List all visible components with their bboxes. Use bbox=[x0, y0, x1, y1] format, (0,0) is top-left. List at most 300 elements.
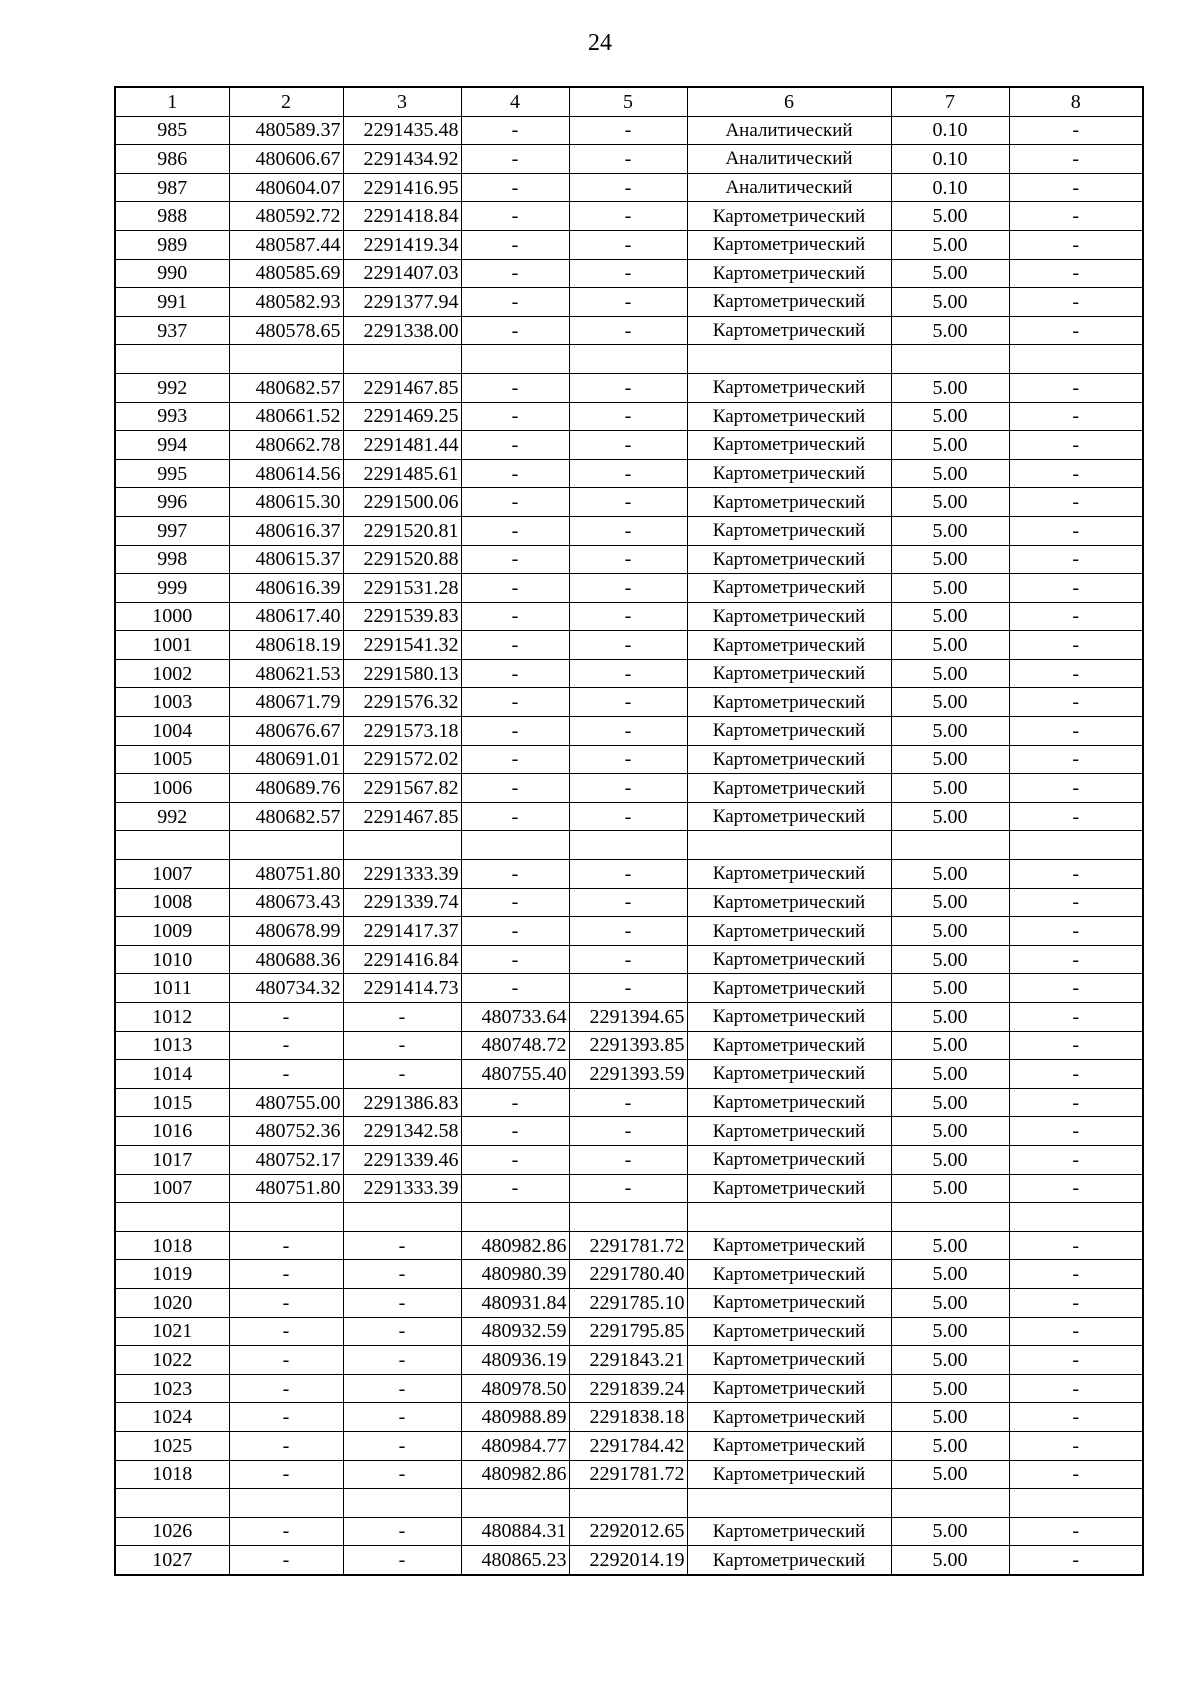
x-coordinate-cell: - bbox=[229, 1060, 343, 1089]
description-cell: - bbox=[1009, 974, 1143, 1003]
y-coordinate-cell: 2291339.74 bbox=[343, 888, 461, 917]
new-y-coordinate-cell: - bbox=[569, 774, 687, 803]
description-cell bbox=[1009, 1203, 1143, 1232]
point-number-cell bbox=[115, 831, 229, 860]
new-x-coordinate-cell: 480865.23 bbox=[461, 1546, 569, 1575]
new-y-coordinate-cell: - bbox=[569, 373, 687, 402]
new-y-coordinate-cell: - bbox=[569, 202, 687, 231]
new-y-coordinate-cell: - bbox=[569, 1088, 687, 1117]
method-cell: Картометрический bbox=[687, 860, 891, 889]
table-row bbox=[115, 488, 1143, 517]
accuracy-cell: 5.00 bbox=[891, 1060, 1009, 1089]
table-row bbox=[115, 316, 1143, 345]
method-cell: Картометрический bbox=[687, 1346, 891, 1375]
accuracy-cell: 5.00 bbox=[891, 1460, 1009, 1489]
x-coordinate-cell: - bbox=[229, 1546, 343, 1575]
new-y-coordinate-cell: 2291785.10 bbox=[569, 1288, 687, 1317]
method-cell: Картометрический bbox=[687, 1546, 891, 1575]
accuracy-cell: 5.00 bbox=[891, 1317, 1009, 1346]
method-cell: Картометрический bbox=[687, 717, 891, 746]
new-y-coordinate-cell: - bbox=[569, 602, 687, 631]
x-coordinate-cell: 480662.78 bbox=[229, 431, 343, 460]
y-coordinate-cell: 2291580.13 bbox=[343, 659, 461, 688]
method-cell: Картометрический bbox=[687, 1174, 891, 1203]
x-coordinate-cell: 480604.07 bbox=[229, 173, 343, 202]
accuracy-cell: 5.00 bbox=[891, 1346, 1009, 1375]
method-cell bbox=[687, 1489, 891, 1518]
new-y-coordinate-cell: 2291838.18 bbox=[569, 1403, 687, 1432]
method-cell: Картометрический bbox=[687, 688, 891, 717]
x-coordinate-cell: 480676.67 bbox=[229, 717, 343, 746]
point-number-cell: 994 bbox=[115, 431, 229, 460]
x-coordinate-cell: 480661.52 bbox=[229, 402, 343, 431]
description-cell: - bbox=[1009, 1174, 1143, 1203]
new-y-coordinate-cell: - bbox=[569, 516, 687, 545]
method-cell: Картометрический bbox=[687, 259, 891, 288]
x-coordinate-cell: 480755.00 bbox=[229, 1088, 343, 1117]
x-coordinate-cell: 480614.56 bbox=[229, 459, 343, 488]
header-cell: 3 bbox=[343, 87, 461, 116]
accuracy-cell: 5.00 bbox=[891, 1003, 1009, 1032]
x-coordinate-cell: 480587.44 bbox=[229, 230, 343, 259]
point-number-cell: 1018 bbox=[115, 1460, 229, 1489]
accuracy-cell: 5.00 bbox=[891, 917, 1009, 946]
description-cell: - bbox=[1009, 545, 1143, 574]
accuracy-cell: 5.00 bbox=[891, 774, 1009, 803]
description-cell: - bbox=[1009, 1546, 1143, 1575]
method-cell: Картометрический bbox=[687, 431, 891, 460]
description-cell: - bbox=[1009, 373, 1143, 402]
x-coordinate-cell: 480691.01 bbox=[229, 745, 343, 774]
accuracy-cell: 5.00 bbox=[891, 516, 1009, 545]
method-cell: Картометрический bbox=[687, 402, 891, 431]
new-y-coordinate-cell: - bbox=[569, 288, 687, 317]
table-row bbox=[115, 802, 1143, 831]
method-cell: Картометрический bbox=[687, 545, 891, 574]
description-cell: - bbox=[1009, 688, 1143, 717]
y-coordinate-cell: 2291416.95 bbox=[343, 173, 461, 202]
point-number-cell: 996 bbox=[115, 488, 229, 517]
accuracy-cell: 5.00 bbox=[891, 1288, 1009, 1317]
point-number-cell: 990 bbox=[115, 259, 229, 288]
x-coordinate-cell: 480682.57 bbox=[229, 802, 343, 831]
y-coordinate-cell: 2291520.88 bbox=[343, 545, 461, 574]
accuracy-cell: 5.00 bbox=[891, 1231, 1009, 1260]
accuracy-cell: 5.00 bbox=[891, 802, 1009, 831]
point-number-cell: 1011 bbox=[115, 974, 229, 1003]
method-cell: Картометрический bbox=[687, 202, 891, 231]
description-cell: - bbox=[1009, 516, 1143, 545]
description-cell: - bbox=[1009, 945, 1143, 974]
new-y-coordinate-cell: 2291781.72 bbox=[569, 1460, 687, 1489]
y-coordinate-cell: 2291576.32 bbox=[343, 688, 461, 717]
method-cell: Аналитический bbox=[687, 145, 891, 174]
description-cell: - bbox=[1009, 1431, 1143, 1460]
point-number-cell: 1013 bbox=[115, 1031, 229, 1060]
new-x-coordinate-cell: 480988.89 bbox=[461, 1403, 569, 1432]
accuracy-cell: 5.00 bbox=[891, 888, 1009, 917]
x-coordinate-cell: - bbox=[229, 1288, 343, 1317]
y-coordinate-cell bbox=[343, 1203, 461, 1232]
method-cell: Картометрический bbox=[687, 1403, 891, 1432]
y-coordinate-cell: 2291407.03 bbox=[343, 259, 461, 288]
description-cell: - bbox=[1009, 316, 1143, 345]
table-row bbox=[115, 1431, 1143, 1460]
point-number-cell: 997 bbox=[115, 516, 229, 545]
point-number-cell: 1019 bbox=[115, 1260, 229, 1289]
table-row bbox=[115, 145, 1143, 174]
y-coordinate-cell: - bbox=[343, 1546, 461, 1575]
point-number-cell: 1027 bbox=[115, 1546, 229, 1575]
description-cell: - bbox=[1009, 1460, 1143, 1489]
x-coordinate-cell: 480618.19 bbox=[229, 631, 343, 660]
new-x-coordinate-cell: - bbox=[461, 488, 569, 517]
point-number-cell: 1021 bbox=[115, 1317, 229, 1346]
new-y-coordinate-cell: 2291780.40 bbox=[569, 1260, 687, 1289]
accuracy-cell: 0.10 bbox=[891, 173, 1009, 202]
point-number-cell: 1020 bbox=[115, 1288, 229, 1317]
y-coordinate-cell: 2291469.25 bbox=[343, 402, 461, 431]
table-row bbox=[115, 774, 1143, 803]
x-coordinate-cell: 480615.30 bbox=[229, 488, 343, 517]
new-x-coordinate-cell: - bbox=[461, 945, 569, 974]
x-coordinate-cell: 480582.93 bbox=[229, 288, 343, 317]
table-row bbox=[115, 1031, 1143, 1060]
point-number-cell: 992 bbox=[115, 373, 229, 402]
y-coordinate-cell: 2291386.83 bbox=[343, 1088, 461, 1117]
table-row bbox=[115, 516, 1143, 545]
accuracy-cell bbox=[891, 1203, 1009, 1232]
description-cell: - bbox=[1009, 173, 1143, 202]
accuracy-cell: 5.00 bbox=[891, 717, 1009, 746]
new-x-coordinate-cell: - bbox=[461, 860, 569, 889]
point-number-cell: 1012 bbox=[115, 1003, 229, 1032]
accuracy-cell: 5.00 bbox=[891, 288, 1009, 317]
method-cell bbox=[687, 345, 891, 374]
table-row bbox=[115, 431, 1143, 460]
y-coordinate-cell: - bbox=[343, 1517, 461, 1546]
description-cell: - bbox=[1009, 1346, 1143, 1375]
new-y-coordinate-cell: 2291784.42 bbox=[569, 1431, 687, 1460]
y-coordinate-cell: - bbox=[343, 1031, 461, 1060]
point-number-cell: 1007 bbox=[115, 1174, 229, 1203]
method-cell: Картометрический bbox=[687, 774, 891, 803]
new-x-coordinate-cell: - bbox=[461, 631, 569, 660]
y-coordinate-cell: 2291419.34 bbox=[343, 230, 461, 259]
y-coordinate-cell: - bbox=[343, 1460, 461, 1489]
new-y-coordinate-cell: 2291394.65 bbox=[569, 1003, 687, 1032]
method-cell: Картометрический bbox=[687, 1003, 891, 1032]
new-y-coordinate-cell: 2291781.72 bbox=[569, 1231, 687, 1260]
accuracy-cell: 5.00 bbox=[891, 602, 1009, 631]
point-number-cell: 985 bbox=[115, 116, 229, 145]
x-coordinate-cell: - bbox=[229, 1003, 343, 1032]
y-coordinate-cell: 2291377.94 bbox=[343, 288, 461, 317]
y-coordinate-cell: 2291342.58 bbox=[343, 1117, 461, 1146]
x-coordinate-cell: 480616.37 bbox=[229, 516, 343, 545]
new-y-coordinate-cell bbox=[569, 1203, 687, 1232]
method-cell: Картометрический bbox=[687, 1317, 891, 1346]
method-cell: Картометрический bbox=[687, 373, 891, 402]
y-coordinate-cell bbox=[343, 831, 461, 860]
table-row bbox=[115, 230, 1143, 259]
description-cell: - bbox=[1009, 116, 1143, 145]
new-y-coordinate-cell: 2291795.85 bbox=[569, 1317, 687, 1346]
x-coordinate-cell: - bbox=[229, 1317, 343, 1346]
x-coordinate-cell: - bbox=[229, 1346, 343, 1375]
point-number-cell: 995 bbox=[115, 459, 229, 488]
header-cell: 8 bbox=[1009, 87, 1143, 116]
x-coordinate-cell: 480617.40 bbox=[229, 602, 343, 631]
y-coordinate-cell: - bbox=[343, 1431, 461, 1460]
new-x-coordinate-cell: 480748.72 bbox=[461, 1031, 569, 1060]
point-number-cell: 991 bbox=[115, 288, 229, 317]
x-coordinate-cell bbox=[229, 831, 343, 860]
new-x-coordinate-cell: - bbox=[461, 545, 569, 574]
new-y-coordinate-cell: - bbox=[569, 488, 687, 517]
new-x-coordinate-cell: - bbox=[461, 431, 569, 460]
accuracy-cell: 5.00 bbox=[891, 431, 1009, 460]
x-coordinate-cell: 480616.39 bbox=[229, 574, 343, 603]
method-cell: Картометрический bbox=[687, 745, 891, 774]
description-cell: - bbox=[1009, 288, 1143, 317]
table-row bbox=[115, 1317, 1143, 1346]
table-row bbox=[115, 602, 1143, 631]
accuracy-cell: 5.00 bbox=[891, 402, 1009, 431]
point-number-cell: 987 bbox=[115, 173, 229, 202]
new-x-coordinate-cell: - bbox=[461, 145, 569, 174]
method-cell: Картометрический bbox=[687, 1460, 891, 1489]
x-coordinate-cell: 480752.36 bbox=[229, 1117, 343, 1146]
method-cell: Картометрический bbox=[687, 974, 891, 1003]
accuracy-cell: 5.00 bbox=[891, 1117, 1009, 1146]
accuracy-cell: 5.00 bbox=[891, 745, 1009, 774]
method-cell: Картометрический bbox=[687, 459, 891, 488]
y-coordinate-cell: - bbox=[343, 1403, 461, 1432]
x-coordinate-cell: 480734.32 bbox=[229, 974, 343, 1003]
table-row bbox=[115, 1288, 1143, 1317]
description-cell: - bbox=[1009, 631, 1143, 660]
y-coordinate-cell: - bbox=[343, 1374, 461, 1403]
method-cell: Аналитический bbox=[687, 173, 891, 202]
y-coordinate-cell: - bbox=[343, 1346, 461, 1375]
new-x-coordinate-cell: - bbox=[461, 459, 569, 488]
table-row bbox=[115, 945, 1143, 974]
x-coordinate-cell: - bbox=[229, 1231, 343, 1260]
new-x-coordinate-cell: - bbox=[461, 1145, 569, 1174]
table-row bbox=[115, 1460, 1143, 1489]
table-row bbox=[115, 1203, 1143, 1232]
method-cell: Картометрический bbox=[687, 1117, 891, 1146]
description-cell: - bbox=[1009, 917, 1143, 946]
new-x-coordinate-cell: - bbox=[461, 602, 569, 631]
y-coordinate-cell: 2291338.00 bbox=[343, 316, 461, 345]
new-y-coordinate-cell: - bbox=[569, 545, 687, 574]
method-cell: Картометрический bbox=[687, 488, 891, 517]
accuracy-cell bbox=[891, 831, 1009, 860]
accuracy-cell: 5.00 bbox=[891, 545, 1009, 574]
y-coordinate-cell: 2291531.28 bbox=[343, 574, 461, 603]
table-row bbox=[115, 1174, 1143, 1203]
point-number-cell: 999 bbox=[115, 574, 229, 603]
y-coordinate-cell: 2291434.92 bbox=[343, 145, 461, 174]
header-cell: 6 bbox=[687, 87, 891, 116]
new-x-coordinate-cell: - bbox=[461, 288, 569, 317]
new-x-coordinate-cell: - bbox=[461, 202, 569, 231]
table-row bbox=[115, 459, 1143, 488]
description-cell: - bbox=[1009, 1117, 1143, 1146]
method-cell: Картометрический bbox=[687, 1231, 891, 1260]
new-x-coordinate-cell: 480984.77 bbox=[461, 1431, 569, 1460]
point-number-cell: 1018 bbox=[115, 1231, 229, 1260]
description-cell: - bbox=[1009, 1374, 1143, 1403]
point-number-cell: 1003 bbox=[115, 688, 229, 717]
point-number-cell: 1007 bbox=[115, 860, 229, 889]
table-row bbox=[115, 631, 1143, 660]
new-x-coordinate-cell: - bbox=[461, 1088, 569, 1117]
y-coordinate-cell: 2291467.85 bbox=[343, 802, 461, 831]
new-y-coordinate-cell: 2291393.59 bbox=[569, 1060, 687, 1089]
new-x-coordinate-cell bbox=[461, 831, 569, 860]
table-row bbox=[115, 1060, 1143, 1089]
table-row bbox=[115, 288, 1143, 317]
description-cell: - bbox=[1009, 1145, 1143, 1174]
point-number-cell: 1005 bbox=[115, 745, 229, 774]
description-cell: - bbox=[1009, 745, 1143, 774]
description-cell: - bbox=[1009, 488, 1143, 517]
table-row bbox=[115, 1003, 1143, 1032]
new-y-coordinate-cell: - bbox=[569, 1145, 687, 1174]
x-coordinate-cell: - bbox=[229, 1260, 343, 1289]
description-cell: - bbox=[1009, 1260, 1143, 1289]
table-row bbox=[115, 659, 1143, 688]
new-x-coordinate-cell: 480982.86 bbox=[461, 1460, 569, 1489]
y-coordinate-cell: 2291520.81 bbox=[343, 516, 461, 545]
new-y-coordinate-cell: - bbox=[569, 230, 687, 259]
x-coordinate-cell: 480673.43 bbox=[229, 888, 343, 917]
x-coordinate-cell: 480752.17 bbox=[229, 1145, 343, 1174]
y-coordinate-cell: - bbox=[343, 1317, 461, 1346]
table-row bbox=[115, 1374, 1143, 1403]
point-number-cell: 1026 bbox=[115, 1517, 229, 1546]
new-x-coordinate-cell bbox=[461, 345, 569, 374]
accuracy-cell: 5.00 bbox=[891, 688, 1009, 717]
new-y-coordinate-cell: - bbox=[569, 860, 687, 889]
new-x-coordinate-cell: 480982.86 bbox=[461, 1231, 569, 1260]
x-coordinate-cell: - bbox=[229, 1517, 343, 1546]
point-number-cell bbox=[115, 1203, 229, 1232]
x-coordinate-cell: 480678.99 bbox=[229, 917, 343, 946]
description-cell: - bbox=[1009, 402, 1143, 431]
x-coordinate-cell: 480671.79 bbox=[229, 688, 343, 717]
new-x-coordinate-cell: - bbox=[461, 116, 569, 145]
description-cell: - bbox=[1009, 602, 1143, 631]
header-cell: 2 bbox=[229, 87, 343, 116]
new-x-coordinate-cell: 480978.50 bbox=[461, 1374, 569, 1403]
new-y-coordinate-cell: - bbox=[569, 688, 687, 717]
table-row bbox=[115, 860, 1143, 889]
x-coordinate-cell: 480585.69 bbox=[229, 259, 343, 288]
new-y-coordinate-cell: - bbox=[569, 888, 687, 917]
accuracy-cell: 5.00 bbox=[891, 202, 1009, 231]
accuracy-cell: 5.00 bbox=[891, 1260, 1009, 1289]
new-x-coordinate-cell: - bbox=[461, 173, 569, 202]
y-coordinate-cell: 2291416.84 bbox=[343, 945, 461, 974]
x-coordinate-cell: - bbox=[229, 1374, 343, 1403]
method-cell: Картометрический bbox=[687, 1374, 891, 1403]
description-cell bbox=[1009, 1489, 1143, 1518]
accuracy-cell: 0.10 bbox=[891, 145, 1009, 174]
new-x-coordinate-cell: - bbox=[461, 316, 569, 345]
new-y-coordinate-cell bbox=[569, 345, 687, 374]
y-coordinate-cell: 2291539.83 bbox=[343, 602, 461, 631]
description-cell: - bbox=[1009, 1060, 1143, 1089]
x-coordinate-cell: 480615.37 bbox=[229, 545, 343, 574]
description-cell: - bbox=[1009, 259, 1143, 288]
new-y-coordinate-cell: - bbox=[569, 659, 687, 688]
point-number-cell: 1024 bbox=[115, 1403, 229, 1432]
table-row bbox=[115, 1403, 1143, 1432]
x-coordinate-cell bbox=[229, 1203, 343, 1232]
description-cell: - bbox=[1009, 860, 1143, 889]
y-coordinate-cell: 2291333.39 bbox=[343, 860, 461, 889]
point-number-cell: 1023 bbox=[115, 1374, 229, 1403]
point-number-cell: 988 bbox=[115, 202, 229, 231]
table-row bbox=[115, 1346, 1143, 1375]
description-cell: - bbox=[1009, 1317, 1143, 1346]
description-cell: - bbox=[1009, 145, 1143, 174]
new-y-coordinate-cell: - bbox=[569, 745, 687, 774]
accuracy-cell: 5.00 bbox=[891, 488, 1009, 517]
new-y-coordinate-cell: 2291843.21 bbox=[569, 1346, 687, 1375]
new-y-coordinate-cell: - bbox=[569, 1117, 687, 1146]
point-number-cell: 1016 bbox=[115, 1117, 229, 1146]
method-cell: Картометрический bbox=[687, 1031, 891, 1060]
y-coordinate-cell: - bbox=[343, 1288, 461, 1317]
y-coordinate-cell: 2291435.48 bbox=[343, 116, 461, 145]
page-number: 24 bbox=[588, 30, 612, 56]
table-row bbox=[115, 373, 1143, 402]
description-cell: - bbox=[1009, 1517, 1143, 1546]
accuracy-cell: 5.00 bbox=[891, 1546, 1009, 1575]
table-row bbox=[115, 745, 1143, 774]
coordinates-table bbox=[114, 86, 1144, 1576]
method-cell: Картометрический bbox=[687, 1260, 891, 1289]
new-x-coordinate-cell: - bbox=[461, 659, 569, 688]
accuracy-cell bbox=[891, 1489, 1009, 1518]
x-coordinate-cell: 480589.37 bbox=[229, 116, 343, 145]
new-y-coordinate-cell: - bbox=[569, 945, 687, 974]
table-row bbox=[115, 173, 1143, 202]
y-coordinate-cell: - bbox=[343, 1003, 461, 1032]
table-row bbox=[115, 917, 1143, 946]
point-number-cell: 1001 bbox=[115, 631, 229, 660]
table-body bbox=[115, 116, 1143, 1575]
new-y-coordinate-cell: - bbox=[569, 402, 687, 431]
method-cell: Картометрический bbox=[687, 1088, 891, 1117]
new-x-coordinate-cell: - bbox=[461, 888, 569, 917]
method-cell: Аналитический bbox=[687, 116, 891, 145]
new-y-coordinate-cell: - bbox=[569, 173, 687, 202]
new-x-coordinate-cell: - bbox=[461, 1174, 569, 1203]
method-cell: Картометрический bbox=[687, 945, 891, 974]
new-x-coordinate-cell: - bbox=[461, 802, 569, 831]
description-cell bbox=[1009, 345, 1143, 374]
new-x-coordinate-cell bbox=[461, 1203, 569, 1232]
accuracy-cell: 5.00 bbox=[891, 1403, 1009, 1432]
accuracy-cell: 5.00 bbox=[891, 1145, 1009, 1174]
y-coordinate-cell bbox=[343, 345, 461, 374]
